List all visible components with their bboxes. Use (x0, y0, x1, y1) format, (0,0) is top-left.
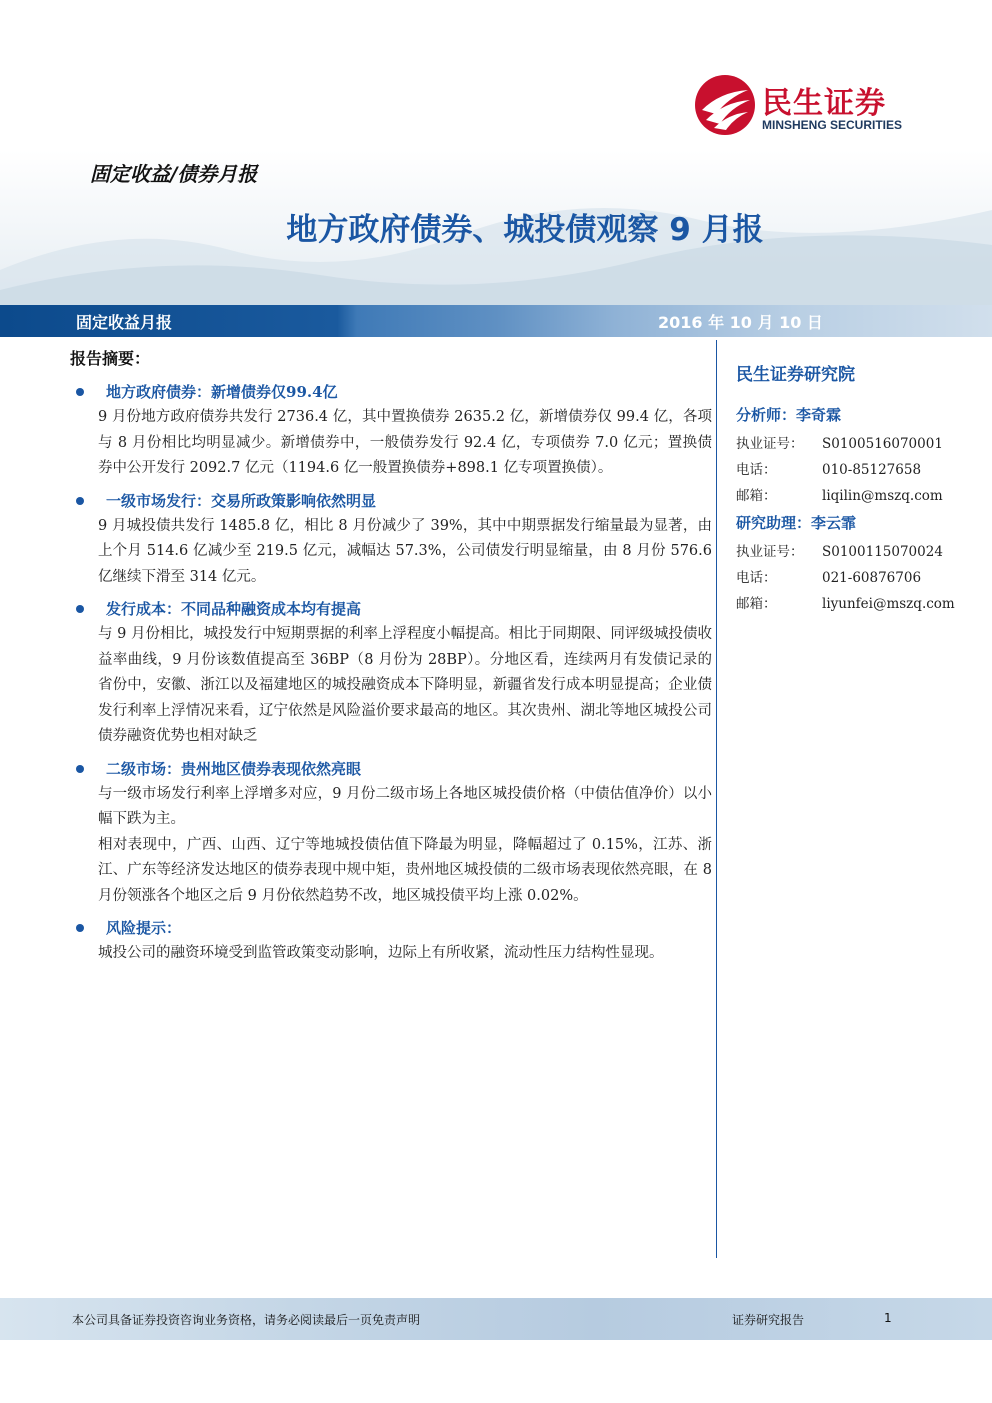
bullet-icon (76, 497, 84, 505)
logo-english-name: MINSHENG SECURITIES (762, 118, 903, 132)
abstract-column (70, 346, 712, 973)
section-body (98, 782, 712, 910)
section-body (98, 622, 712, 750)
analyst-phone-row (736, 457, 966, 483)
assistant-role: 研究助理：李云霏 (736, 514, 857, 532)
section-title: 一级市场发行：交易所政策影响依然明显 (70, 488, 712, 514)
paragraph: 相对表现中，广西、山西、辽宁等地城投债估值下降最为明显，降幅超过了 0.15%，江苏、浙江、广东等经济发达地区的债券表现中规中矩，贵州地区城投债的二级市场表现依然亮眼，在 8 月份领涨各个地区之后 9 月份依然趋势不改，地区城投债平均上涨 0.02%。 (98, 836, 712, 904)
analyst-license-row (736, 431, 966, 457)
section-primary-market (70, 488, 712, 591)
value: S0100115070024 (822, 544, 943, 560)
section-title: 地方政府债券：新增债券仅99.4亿 (70, 379, 712, 405)
value[interactable]: liqilin@mszq.com (822, 488, 943, 504)
logo-chinese-name: 民生证券 (762, 86, 886, 121)
section-local-government-bonds (70, 379, 712, 482)
report-category: 固定收益/债券月报 (90, 162, 258, 186)
label: 电话： (736, 462, 777, 478)
section-body (98, 405, 712, 482)
label: 邮箱： (736, 488, 777, 504)
assistant-phone-row (736, 565, 966, 591)
title-band (0, 305, 992, 337)
report-title: 地方政府债券、城投债观察 9 月报 (286, 212, 764, 248)
paragraph: 9 月份地方政府债券共发行 2736.4 亿，其中置换债券 2635.2 亿，新增债券仅 99.4 亿，各项与 8 月份相比均明显减少。新增债券中，一般债券发行 92.4 亿，专项债券 7.0 亿元；置换债券中公开发行 2092.7 亿元（1194.6 亿一般置换债券+898.1 亿专项置换债）。 (98, 409, 712, 476)
value: 010-85127658 (822, 462, 922, 478)
bullet-icon (76, 924, 84, 932)
section-secondary-market (70, 756, 712, 910)
label: 执业证号： (736, 544, 804, 560)
institute-name: 民生证券研究院 (736, 365, 855, 385)
analyst-role: 分析师：李奇霖 (736, 406, 842, 424)
bullet-icon (76, 605, 84, 613)
footer-disclaimer: 本公司具备证券投资咨询业务资格，请务必阅读最后一页免责声明 (72, 1313, 421, 1327)
analyst-sidebar (736, 360, 966, 617)
section-body (98, 514, 712, 591)
section-title: 风险提示： (70, 915, 712, 941)
paragraph: 与一级市场发行利率上浮增多对应，9 月份二级市场上各地区城投债价格（中债估值净价）以小幅下跌为主。 (98, 785, 712, 827)
report-date: 2016 年 10 月 10 日 (658, 313, 823, 332)
section-risk-warning (70, 915, 712, 967)
value: 021-60876706 (822, 570, 922, 586)
band-label: 固定收益月报 (76, 313, 173, 332)
label: 邮箱： (736, 596, 777, 612)
section-body (98, 941, 712, 967)
bullet-icon (76, 388, 84, 396)
paragraph: 与 9 月份相比，城投发行中短期票据的利率上浮程度小幅提高。相比于同期限、同评级城投债收益率曲线，9 月份该数值提高至 36BP（8 月份为 28BP）。分地区看，连续两月有发债记录的省份中，安徽、浙江以及福建地区的城投融资成本下降明显，新疆省发行成本明显提高；企业债发行利率上浮情况来看，辽宁依然是风险溢价要求最高的地区。其次贵州、湖北等地区城投公司债券融资优势也相对缺乏 (98, 626, 712, 744)
label: 执业证号： (736, 436, 804, 452)
label: 电话： (736, 570, 777, 586)
bullet-icon (76, 765, 84, 773)
value: S0100516070001 (822, 436, 943, 452)
company-logo (694, 74, 924, 134)
assistant-email-row (736, 591, 966, 617)
page-number: 1 (884, 1311, 892, 1325)
analyst-email-row (736, 483, 966, 509)
section-title: 二级市场：贵州地区债券表现依然亮眼 (70, 756, 712, 782)
assistant-license-row (736, 539, 966, 565)
abstract-heading: 报告摘要： (70, 349, 151, 368)
paragraph: 9 月城投债共发行 1485.8 亿，相比 8 月份减少了 39%，其中中期票据发行缩量最为显著，由上个月 514.6 亿减少至 219.5 亿元，减幅达 57.3%，公司债发行明显缩量，由 8 月份 576.6 亿继续下滑至 314 亿元。 (98, 517, 712, 585)
section-issuance-cost (70, 596, 712, 750)
footer-report-type: 证券研究报告 (732, 1313, 805, 1327)
paragraph: 城投公司的融资环境受到监管政策变动影响，边际上有所收紧，流动性压力结构性显现。 (98, 945, 664, 961)
minsheng-logo-icon (694, 74, 756, 136)
column-divider (716, 340, 717, 1258)
page-footer (0, 1298, 992, 1340)
value[interactable]: liyunfei@mszq.com (822, 596, 955, 612)
section-title: 发行成本：不同品种融资成本均有提高 (70, 596, 712, 622)
